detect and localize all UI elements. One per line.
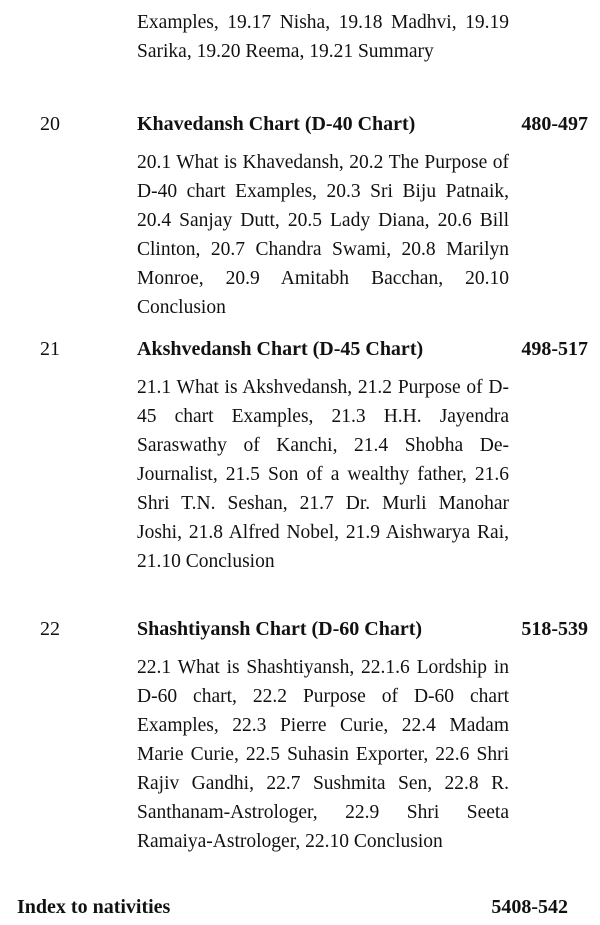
chapter-page-range: 518-539 (521, 618, 588, 640)
index-page-range: 5408-542 (491, 896, 568, 918)
chapter-page-range: 480-497 (521, 113, 588, 135)
index-label: Index to nativities (17, 896, 171, 918)
chapter-contents: 21.1 What is Akshvedansh, 21.2 Purpose of D-45 chart Examples, 21.3 H.H. Jayendra Saraswathy of Kanchi, 21.4 Shobha De-Journalist, 21.5 Son of a wealthy father, 21.6 Shri T.N. Seshan, 21.7 Dr. Murli Manohar Joshi, 21.8 Alfred Nobel, 21.9 Aishwarya Rai, 21.10 Conclusion (137, 377, 509, 572)
chapter-number: 22 (40, 618, 60, 640)
previous-chapter-contents-continued: Examples, 19.17 Nisha, 19.18 Madhvi, 19.19 Sarika, 19.20 Reema, 19.21 Summary (137, 12, 509, 62)
chapter-contents: 20.1 What is Khavedansh, 20.2 The Purpose of D-40 chart Examples, 20.3 Sri Biju Patnaik, 20.4 Sanjay Dutt, 20.5 Lady Diana, 20.6 Bill Clinton, 20.7 Chandra Swami, 20.8 Marilyn Monroe, 20.9 Amitabh Bacchan, 20.10 Conclusion (137, 152, 509, 318)
chapter-contents: 22.1 What is Shashtiyansh, 22.1.6 Lordship in D-60 chart, 22.2 Purpose of D-60 chart Examples, 22.3 Pierre Curie, 22.4 Madam Marie Curie, 22.5 Suhasin Exporter, 22.6 Shri Rajiv Gandhi, 22.7 Sushmita Sen, 22.8 R. Santhanam-Astrologer, 22.9 Shri Seeta Ramaiya-Astrologer, 22.10 Conclusion (137, 657, 509, 852)
chapter-title: Shashtiyansh Chart (D-60 Chart) (137, 618, 423, 640)
chapter-title: Khavedansh Chart (D-40 Chart) (137, 113, 416, 135)
chapter-number: 20 (40, 113, 60, 135)
chapter-number: 21 (40, 338, 60, 360)
chapter-title: Akshvedansh Chart (D-45 Chart) (137, 338, 424, 360)
chapter-page-range: 498-517 (521, 338, 588, 360)
